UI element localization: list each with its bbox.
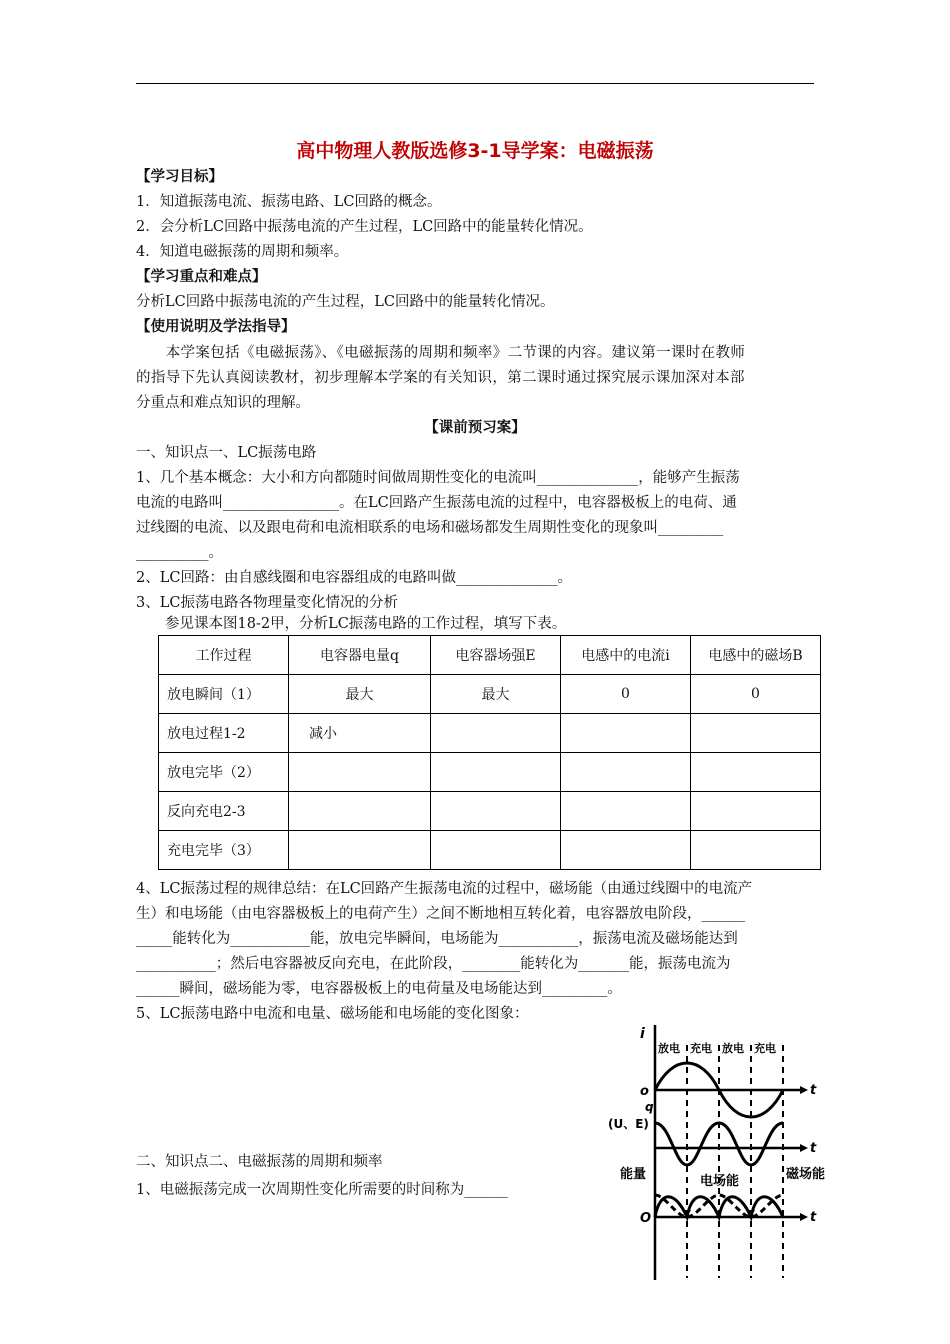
lc-analysis-table (158, 635, 821, 870)
q4-line-5: ______瞬间，磁场能为零，电容器极板上的电荷量及电场能达到_________。 (136, 981, 622, 997)
goals-header: 【学习目标】 (136, 168, 223, 185)
table-cell[interactable] (691, 831, 821, 870)
table-cell[interactable] (431, 792, 561, 831)
table-cell: 放电完毕（2） (159, 753, 289, 792)
q5-line: 5、LC振荡电路中电流和电量、磁场能和电场能的变化图象： (136, 1006, 529, 1022)
origin-label-2: O (640, 1211, 652, 1226)
axis-label-q: q (645, 1100, 654, 1114)
table-row (159, 753, 821, 792)
q3-line: 3、LC振荡电路各物理量变化情况的分析 (136, 595, 398, 611)
table-cell: 放电过程1-2 (159, 714, 289, 753)
table-header-cell: 电感中的电流i (561, 636, 691, 675)
table-row (159, 714, 821, 753)
phase-label-charge-2: 充电 (754, 1042, 776, 1055)
guide-header: 【使用说明及学法指导】 (136, 318, 296, 335)
guide-line-2: 的指导下先认真阅读教材，初步理解本学案的有关知识，第二课时通过探究展示课加深对本部 (136, 370, 745, 386)
axis-label-ue: (U、E) (608, 1117, 649, 1131)
axis-arrows (800, 1086, 808, 1221)
table-cell[interactable] (561, 792, 691, 831)
table-row (159, 675, 821, 714)
energy-axis-label: 能量 (620, 1167, 647, 1182)
table-cell: 减小 (289, 714, 431, 753)
table-cell: 反向充电2-3 (159, 792, 289, 831)
time-label-1: t (810, 1083, 817, 1098)
table-cell[interactable] (431, 831, 561, 870)
table-cell[interactable] (289, 831, 431, 870)
focus-header: 【学习重点和难点】 (136, 268, 267, 285)
q1-line-2: 电流的电路叫________________。在LC回路产生振荡电流的过程中，电容器极板上的电荷、通 (136, 495, 737, 511)
table-header-cell: 电容器电量q (289, 636, 431, 675)
q4-line-3: _____能转化为___________能，放电完毕瞬间，电场能为___________，振荡电流及磁场能达到 (136, 931, 738, 947)
q4-line-2: 生）和电场能（由电容器极板上的电荷产生）之间不断地相互转化着，电容器放电阶段，______ (136, 906, 745, 922)
table-cell: 最大 (289, 675, 431, 714)
kp2-q1: 1、电磁振荡完成一次周期性变化所需要的时间称为______ (136, 1182, 508, 1198)
q1-line-1: 1、几个基本概念：大小和方向都随时间做周期性变化的电流叫______________，能够产生振荡 (136, 470, 740, 486)
q1-line-4: __________。 (136, 545, 223, 561)
table-row (159, 792, 821, 831)
table-cell[interactable] (431, 714, 561, 753)
table-cell: 0 (691, 675, 821, 714)
phase-label-discharge-2: 放电 (722, 1042, 744, 1055)
table-header-cell: 电感中的磁场B (691, 636, 821, 675)
phase-label-discharge-1: 放电 (658, 1042, 680, 1055)
table-header-row (159, 636, 821, 675)
guide-line-3: 分重点和难点知识的理解。 (136, 395, 310, 411)
origin-label: o (640, 1084, 649, 1099)
table-cell: 放电瞬间（1） (159, 675, 289, 714)
q3-sub-line: 参见课本图18-2甲，分析LC振荡电路的工作过程，填写下表。 (136, 616, 567, 632)
goal-1: 1．知道振荡电流、振荡电路、LC回路的概念。 (136, 194, 442, 210)
q2-line: 2、LC回路：由自感线圈和电容器组成的电路叫做______________。 (136, 570, 572, 586)
table-cell[interactable] (691, 792, 821, 831)
table-cell[interactable] (289, 753, 431, 792)
axis-label-i: i (640, 1026, 645, 1042)
table-row (159, 831, 821, 870)
preview-header: 【课前预习案】 (424, 419, 526, 436)
kp2-header: 二、知识点二、电磁振荡的周期和频率 (136, 1154, 383, 1170)
q4-line-1: 4、LC振荡过程的规律总结：在LC回路产生振荡电流的过程中，磁场能（由通过线圈中的电流产 (136, 881, 753, 897)
electric-energy-label: 电场能 (700, 1174, 740, 1189)
table-cell: 充电完毕（3） (159, 831, 289, 870)
table-cell[interactable] (561, 753, 691, 792)
table-header-cell: 电容器场强E (431, 636, 561, 675)
table-cell[interactable] (691, 714, 821, 753)
header-rule (136, 83, 814, 84)
table-cell[interactable] (431, 753, 561, 792)
phase-dividers (687, 1045, 783, 1278)
goal-2: 2．会分析LC回路中振荡电流的产生过程，LC回路中的能量转化情况。 (136, 219, 593, 235)
table-cell[interactable] (691, 753, 821, 792)
goal-4: 4．知道电磁振荡的周期和频率。 (136, 244, 349, 260)
table-header-cell: 工作过程 (159, 636, 289, 675)
table-cell[interactable] (561, 714, 691, 753)
table-cell[interactable] (289, 792, 431, 831)
q1-line-3: 过线圈的电流、以及跟电荷和电流相联系的电场和磁场都发生周期性变化的现象叫_________ (136, 520, 724, 536)
magnetic-energy-label: 磁场能 (786, 1167, 826, 1182)
table-cell: 0 (561, 675, 691, 714)
lc-oscillation-graph (600, 1020, 840, 1282)
table-cell: 最大 (431, 675, 561, 714)
time-label-2: t (810, 1141, 817, 1156)
table-cell[interactable] (561, 831, 691, 870)
q4-line-4: ___________；然后电容器被反向充电，在此阶段，________能转化为_______能，振荡电流为 (136, 956, 731, 972)
time-label-3: t (810, 1210, 817, 1225)
kp1-header: 一、知识点一、LC振荡电路 (136, 445, 317, 461)
page-title: 高中物理人教版选修3-1导学案：电磁振荡 (296, 140, 654, 162)
guide-line-1: 本学案包括《电磁振荡》、《电磁振荡的周期和频率》二节课的内容。建议第一课时在教师 (136, 345, 746, 361)
focus-text: 分析LC回路中振荡电流的产生过程，LC回路中的能量转化情况。 (136, 294, 555, 310)
phase-label-charge-1: 充电 (690, 1042, 712, 1055)
